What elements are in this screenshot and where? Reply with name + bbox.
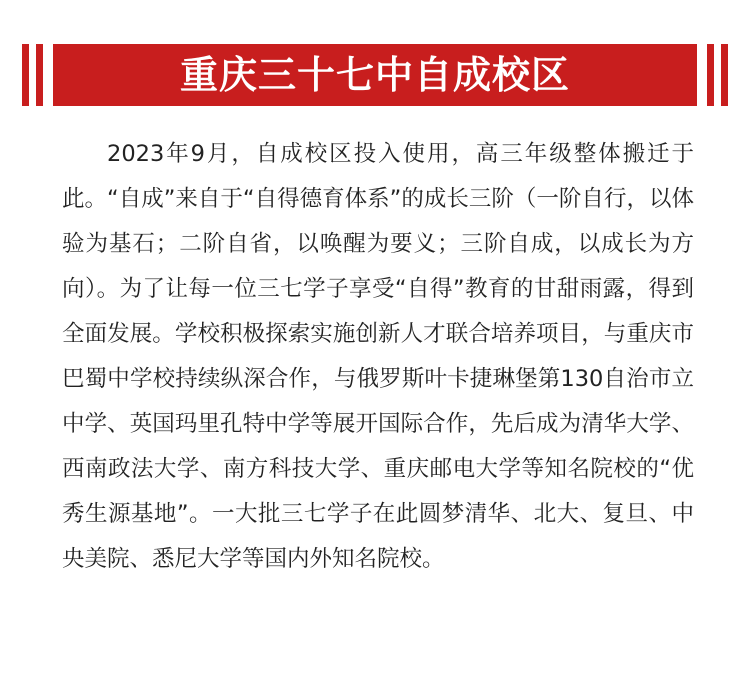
left-stripe-inner: [36, 44, 43, 106]
left-stripe-outer: [22, 44, 29, 106]
page-title: 重庆三十七中自成校区: [179, 52, 570, 97]
right-stripe-outer: [721, 44, 728, 106]
article-paragraph: 2023年9月，自成校区投入使用，高三年级整体搬迁于此。“自成”来自于“自得德育体系”的成长三阶（一阶自行，以体验为基石；二阶自省，以唤醒为要义；三阶自成，以成长为方向）。为了让每一位三七学子享受“自得”教育的甘甜雨露，得到全面发展。学校积极探索实施创新人才联合培养项目，与重庆市巴蜀中学校持续纵深合作，与俄罗斯叶卡捷琳堡第130自治市立中学、英国玛里孔特中学等展开国际合作，先后成为清华大学、西南政法大学、南方科技大学、重庆邮电大学等知名院校的“优秀生源基地”。一大批三七学子在此圆梦清华、北大、复旦、中央美院、悉尼大学等国内外知名院校。: [62, 141, 694, 572]
title-banner: [0, 44, 750, 106]
right-stripe-inner: [707, 44, 714, 106]
title-box: [53, 44, 697, 106]
